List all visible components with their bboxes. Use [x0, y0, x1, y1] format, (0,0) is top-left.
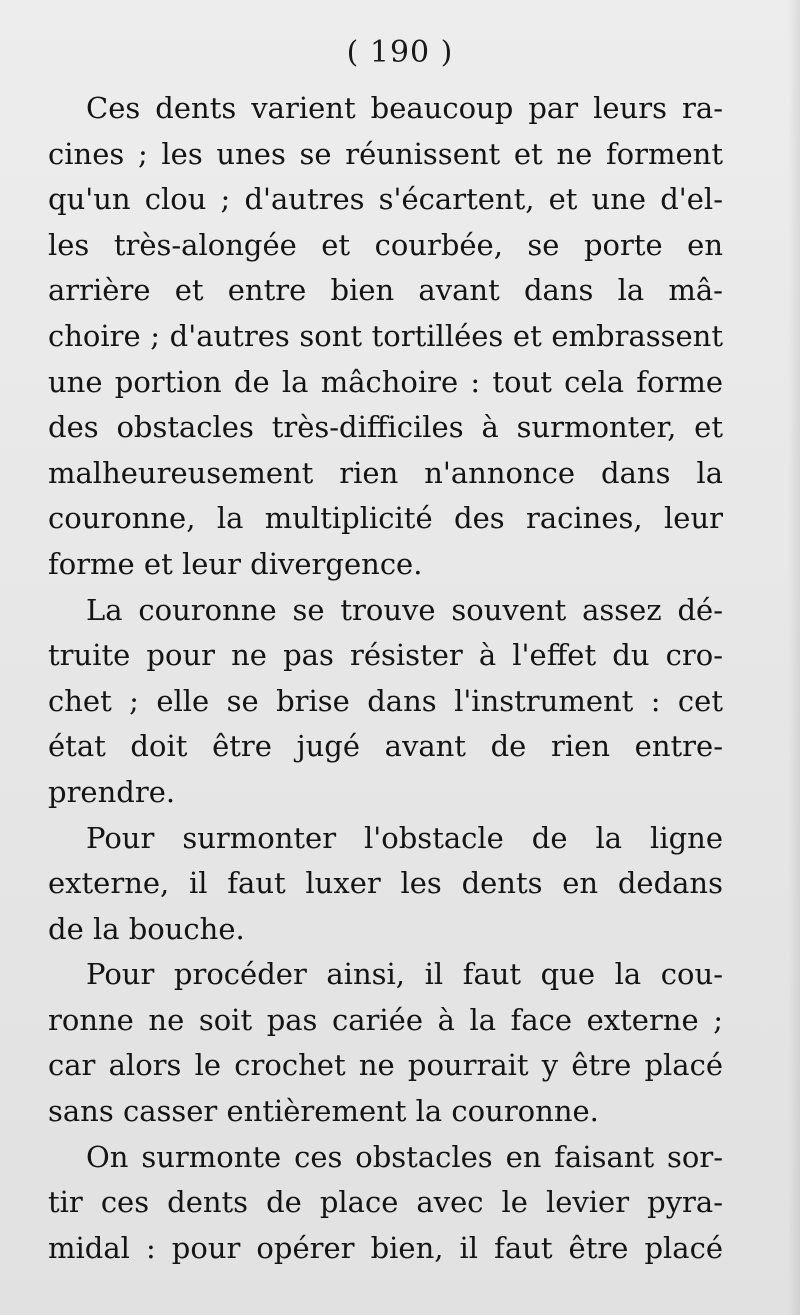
- text-line-12: La couronne se trouve souvent assez dé-: [86, 592, 723, 627]
- text-line-9: malheureusement rien n'annonce dans la: [48, 455, 723, 490]
- text-line-4: les très-alongée et courbée, se porte en: [48, 227, 723, 262]
- text-line-19: de la bouche.: [48, 911, 245, 946]
- text-line-21: ronne ne soit pas cariée à la face externe ;: [48, 1002, 723, 1037]
- text-line-5: arrière et entre bien avant dans la mâ-: [48, 273, 723, 308]
- text-line-3: qu'un clou ; d'autres s'écartent, et une d'el-: [48, 182, 723, 217]
- text-line-8: des obstacles très-difficiles à surmonter, et: [48, 410, 723, 445]
- text-line-10: couronne, la multiplicité des racines, leur: [48, 501, 723, 536]
- text-line-6: choire ; d'autres sont tortillées et embrassent: [48, 318, 723, 353]
- page-number-header: ( 190 ): [346, 35, 454, 70]
- page-edge-shadow: [788, 0, 800, 1315]
- text-line-15: état doit être jugé avant de rien entre-: [48, 729, 723, 764]
- text-line-18: externe, il faut luxer les dents en dedans: [48, 866, 723, 901]
- text-line-13: truite pour ne pas résister à l'effet du cro-: [48, 638, 723, 673]
- text-line-2: cines ; les unes se réunissent et ne forment: [48, 136, 723, 171]
- text-line-22: car alors le crochet ne pourrait y être placé: [48, 1048, 723, 1083]
- text-line-14: chet ; elle se brise dans l'instrument : cet: [48, 683, 723, 718]
- text-line-17: Pour surmonter l'obstacle de la ligne: [86, 820, 723, 855]
- text-line-26: midal : pour opérer bien, il faut être placé: [48, 1230, 723, 1265]
- text-line-7: une portion de la mâchoire : tout cela forme: [48, 364, 723, 399]
- text-line-1: Ces dents varient beaucoup par leurs ra-: [86, 91, 723, 125]
- text-line-20: Pour procéder ainsi, il faut que la cou-: [86, 957, 723, 992]
- text-line-11: forme et leur divergence.: [48, 546, 423, 581]
- text-line-25: tir ces dents de place avec le levier pyra-: [48, 1185, 723, 1220]
- text-line-23: sans casser entièrement la couronne.: [48, 1094, 599, 1129]
- body-text: [48, 86, 723, 1271]
- text-line-16: prendre.: [48, 774, 176, 809]
- text-line-24: On surmonte ces obstacles en faisant sor-: [86, 1139, 723, 1174]
